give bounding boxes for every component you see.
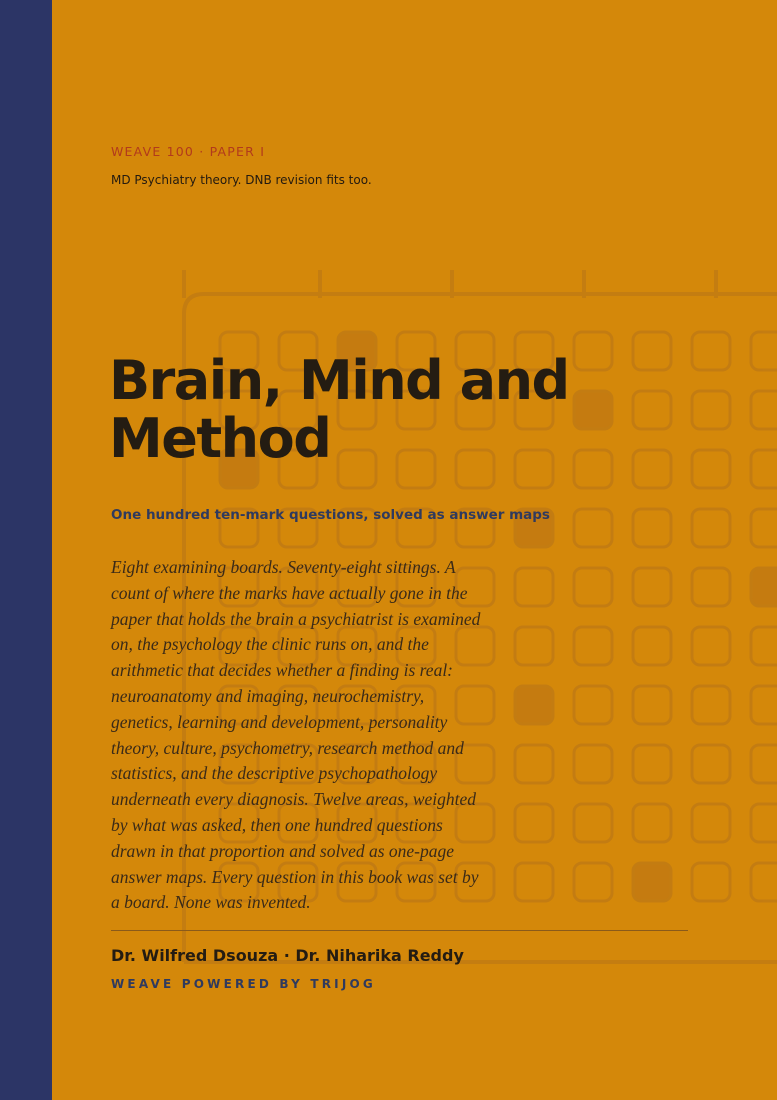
book-title-line-1: Brain, Mind and	[109, 349, 569, 412]
calendar-cell	[515, 627, 553, 665]
calendar-cell	[515, 745, 553, 783]
calendar-cell	[751, 627, 777, 665]
divider	[111, 930, 688, 931]
publisher-line: WEAVE POWERED BY TRIJOG	[111, 977, 376, 991]
series-label: WEAVE 100 · PAPER I	[111, 144, 266, 159]
calendar-cell	[751, 863, 777, 901]
calendar-cell	[633, 568, 671, 606]
calendar-cell	[751, 332, 777, 370]
calendar-cell	[515, 568, 553, 606]
calendar-cell	[751, 804, 777, 842]
calendar-cell	[692, 450, 730, 488]
calendar-cell	[574, 686, 612, 724]
calendar-cell	[751, 745, 777, 783]
book-title-line-2: Method	[109, 407, 331, 470]
tagline: MD Psychiatry theory. DNB revision fits too.	[111, 173, 372, 187]
calendar-cell	[515, 804, 553, 842]
cover-blurb: Eight examining boards. Seventy-eight sittings. A count of where the marks have actually gone in the paper that holds the brain a psychiatrist is examined on, the psychology the clinic runs on, and the arithmetic that decides whether a finding is real: neuroanatomy and imaging, neurochemistry, genetics, learning and development, personality theory, culture, psychometry, research method and statistics, and the descriptive psychopathology underneath every diagnosis. Twelve areas, weighted by what was asked, then one hundred questions drawn in that proportion and solved as one-page answer maps. Every question in this book was set by a board. None was invented.	[111, 557, 481, 913]
calendar-cell	[515, 863, 553, 901]
calendar-cell	[574, 509, 612, 547]
calendar-cell	[692, 332, 730, 370]
authors: Dr. Wilfred Dsouza · Dr. Niharika Reddy	[111, 946, 464, 965]
book-subtitle: One hundred ten-mark questions, solved as answer maps	[111, 507, 550, 523]
calendar-cell	[692, 391, 730, 429]
calendar-cell	[633, 509, 671, 547]
calendar-cell	[574, 863, 612, 901]
calendar-cell	[751, 509, 777, 547]
calendar-cell	[692, 627, 730, 665]
book-title	[109, 349, 669, 470]
calendar-cell	[692, 745, 730, 783]
calendar-cell	[574, 568, 612, 606]
calendar-cell	[515, 686, 553, 724]
calendar-cell	[633, 745, 671, 783]
calendar-cell	[574, 745, 612, 783]
calendar-cell	[692, 804, 730, 842]
calendar-cell	[751, 391, 777, 429]
calendar-cell	[692, 568, 730, 606]
calendar-cell	[633, 686, 671, 724]
calendar-cell	[633, 804, 671, 842]
calendar-cell	[633, 863, 671, 901]
calendar-cell	[751, 686, 777, 724]
calendar-cell	[692, 863, 730, 901]
calendar-cell	[633, 627, 671, 665]
calendar-cell	[692, 509, 730, 547]
calendar-cell	[751, 450, 777, 488]
spine-bar	[0, 0, 52, 1100]
calendar-cell	[692, 686, 730, 724]
calendar-cell	[574, 804, 612, 842]
calendar-cell	[574, 627, 612, 665]
calendar-cell	[751, 568, 777, 606]
